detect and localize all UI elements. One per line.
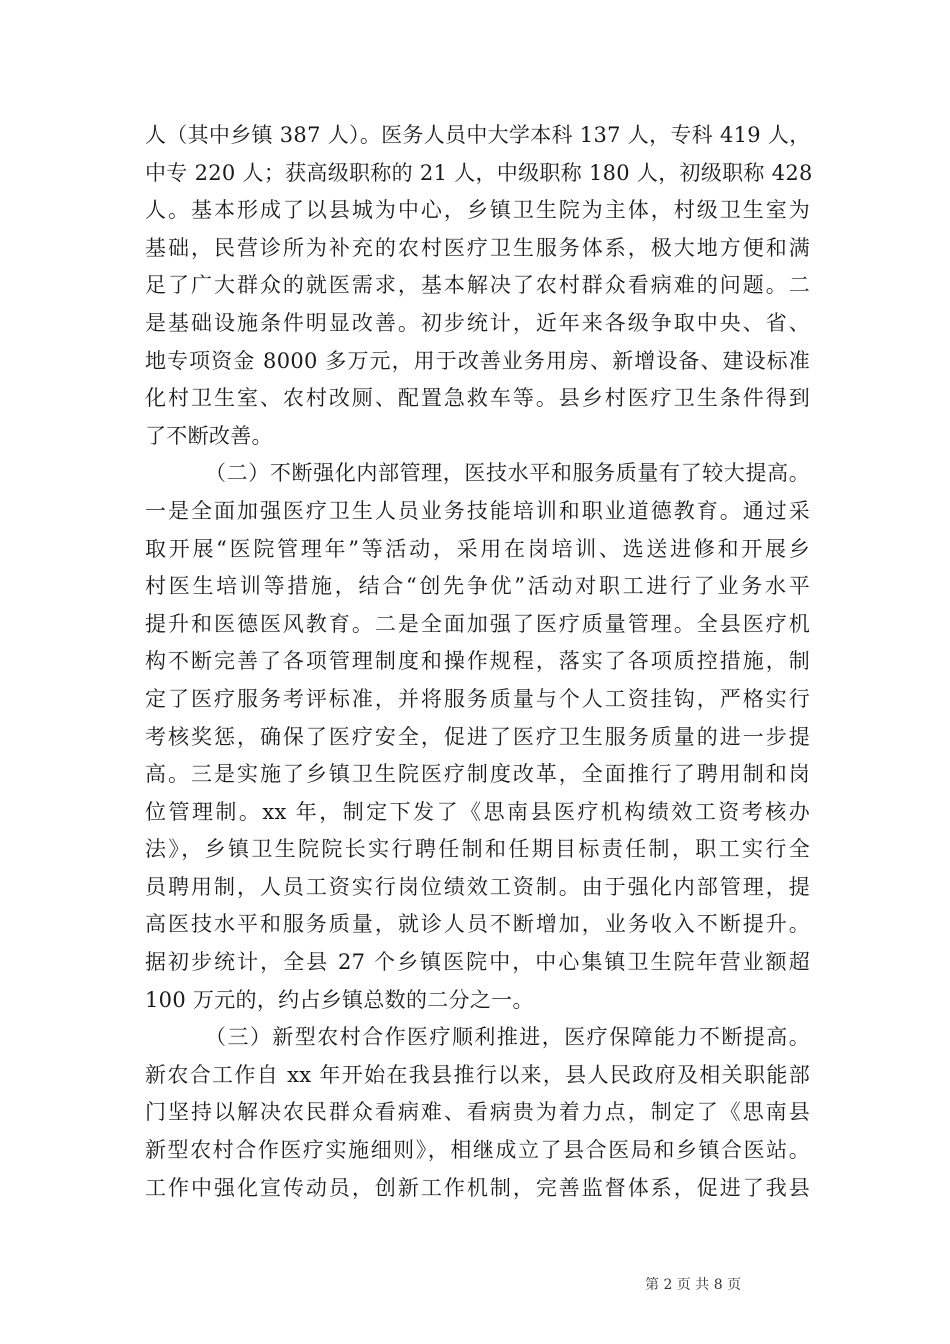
text-line: 基础，民营诊所为补充的农村医疗卫生服务体系，极大地方便和满: [145, 235, 810, 260]
page-number: 第 2 页 共 8 页: [645, 1277, 742, 1293]
text-line: 中专 220 人；获高级职称的 21 人，中级职称 180 人，初级职称 428: [145, 160, 813, 185]
text-line: 工作中强化宣传动员，创新工作机制，完善监督体系，促进了我县: [145, 1175, 810, 1200]
text-line: 考核奖惩，确保了医疗安全，促进了医疗卫生服务质量的进一步提: [145, 724, 810, 749]
text-line: 新型农村合作医疗实施细则》，相继成立了县合医局和乡镇合医站。: [145, 1138, 810, 1163]
section-heading-line: （三）新型农村合作医疗顺利推进，医疗保障能力不断提高。: [205, 1025, 810, 1050]
text-line: 据初步统计，全县 27 个乡镇医院中，中心集镇卫生院年营业额超: [145, 950, 810, 975]
text-line: 是基础设施条件明显改善。初步统计，近年来各级争取中央、省、: [145, 310, 810, 335]
text-line: 化村卫生室、农村改厕、配置急救车等。县乡村医疗卫生条件得到: [145, 386, 810, 411]
text-line: 法》，乡镇卫生院院长实行聘任制和任期目标责任制，职工实行全: [145, 837, 810, 862]
text-line: 村医生培训等措施，结合“创先争优”活动对职工进行了业务水平: [145, 574, 810, 599]
text-line: 了不断改善。: [145, 423, 273, 448]
text-line: 位管理制。xx 年，制定下发了《思南县医疗机构绩效工资考核办: [145, 799, 810, 824]
text-line: 定了医疗服务考评标准，并将服务质量与个人工资挂钩，严格实行: [145, 686, 810, 711]
text-line: 提升和医德医风教育。二是全面加强了医疗质量管理。全县医疗机: [145, 611, 810, 636]
text-line: 员聘用制，人员工资实行岗位绩效工资制。由于强化内部管理，提: [145, 874, 810, 899]
text-line: 100 万元的，约占乡镇总数的二分之一。: [145, 987, 534, 1012]
text-line: 取开展“医院管理年”等活动，采用在岗培训、选送进修和开展乡: [145, 536, 810, 561]
text-line: 一是全面加强医疗卫生人员业务技能培训和职业道德教育。通过采: [145, 498, 810, 523]
text-line: 地专项资金 8000 多万元，用于改善业务用房、新增设备、建设标准: [145, 348, 810, 373]
body-text: [145, 117, 813, 1207]
section-heading-line: （二）不断强化内部管理，医技水平和服务质量有了较大提高。: [205, 461, 810, 486]
text-line: 新农合工作自 xx 年开始在我县推行以来，县人民政府及相关职能部: [145, 1062, 810, 1087]
text-line: 人（其中乡镇 387 人）。医务人员中大学本科 137 人，专科 419 人，: [145, 123, 811, 147]
text-line: 构不断完善了各项管理制度和操作规程，落实了各项质控措施，制: [145, 649, 810, 674]
text-line: 高医技水平和服务质量，就诊人员不断增加，业务收入不断提升。: [145, 912, 810, 937]
text-line: 门坚持以解决农民群众看病难、看病贵为着力点，制定了《思南县: [145, 1100, 810, 1125]
text-line: 足了广大群众的就医需求，基本解决了农村群众看病难的问题。二: [145, 273, 810, 298]
text-line: 人。基本形成了以县城为中心，乡镇卫生院为主体，村级卫生室为: [145, 198, 810, 223]
text-line: 高。三是实施了乡镇卫生院医疗制度改革，全面推行了聘用制和岗: [145, 762, 810, 787]
